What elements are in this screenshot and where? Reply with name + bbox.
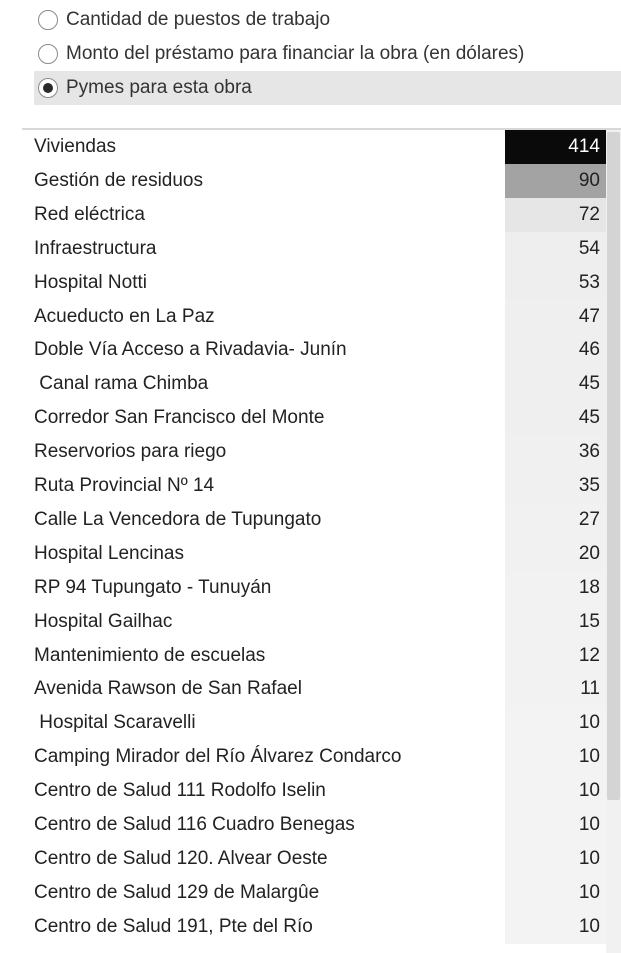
row-value: 47 bbox=[505, 300, 606, 334]
row-label: RP 94 Tupungato - Tunuyán bbox=[34, 576, 272, 598]
table-row[interactable] bbox=[0, 910, 621, 944]
row-label: Ruta Provincial Nº 14 bbox=[34, 475, 215, 496]
row-label: Calle La Vencedora de Tupungato bbox=[34, 508, 322, 530]
row-label: Gestión de residuos bbox=[34, 169, 203, 191]
row-label: Canal rama Chimba bbox=[34, 373, 209, 395]
row-value: 10 bbox=[505, 842, 606, 876]
table-row[interactable] bbox=[0, 503, 621, 537]
row-label: Viviendas bbox=[34, 136, 117, 157]
row-label: Avenida Rawson de San Rafael bbox=[34, 678, 302, 700]
row-value: 90 bbox=[505, 164, 606, 198]
row-value: 35 bbox=[505, 469, 606, 503]
measure-option-label: Pymes para esta obra bbox=[66, 77, 252, 98]
radio-dot-icon bbox=[43, 83, 53, 93]
row-label: Mantenimiento de escuelas bbox=[34, 644, 266, 666]
row-label: Hospital Lencinas bbox=[34, 542, 184, 564]
row-label: Infraestructura bbox=[34, 237, 157, 259]
row-value: 414 bbox=[505, 130, 606, 164]
row-label: Doble Vía Acceso a Rivadavia- Junín bbox=[34, 339, 347, 361]
table-row[interactable] bbox=[0, 571, 621, 605]
table-row[interactable] bbox=[0, 706, 621, 740]
row-value: 15 bbox=[505, 605, 606, 639]
row-value: 72 bbox=[505, 198, 606, 232]
table-row[interactable] bbox=[0, 435, 621, 469]
table-row[interactable] bbox=[0, 469, 621, 503]
row-label: Hospital Gailhac bbox=[34, 610, 173, 632]
table-row[interactable] bbox=[0, 774, 621, 808]
table-row[interactable] bbox=[0, 232, 621, 266]
radio-empty-icon[interactable] bbox=[38, 44, 58, 64]
row-value: 45 bbox=[505, 401, 606, 435]
row-label: Centro de Salud 111 Rodolfo Iselin bbox=[34, 780, 326, 802]
table-row[interactable] bbox=[0, 672, 621, 706]
row-label: Centro de Salud 120. Alvear Oeste bbox=[34, 847, 328, 869]
row-value: 54 bbox=[505, 232, 606, 266]
table-row[interactable] bbox=[0, 130, 621, 164]
row-label: Centro de Salud 191, Pte del Río bbox=[34, 915, 313, 937]
row-label: Centro de Salud 116 Cuadro Benegas bbox=[34, 814, 355, 835]
measure-option-2[interactable] bbox=[34, 71, 621, 105]
table-row[interactable] bbox=[0, 639, 621, 673]
scrollbar-thumb[interactable] bbox=[607, 132, 620, 800]
measure-option-1[interactable] bbox=[34, 37, 621, 71]
table-row[interactable] bbox=[0, 740, 621, 774]
row-value: 20 bbox=[505, 537, 606, 571]
row-value: 45 bbox=[505, 367, 606, 401]
row-value: 53 bbox=[505, 266, 606, 300]
table-row[interactable] bbox=[0, 605, 621, 639]
row-value: 27 bbox=[505, 503, 606, 537]
table-row[interactable] bbox=[0, 164, 621, 198]
table-row[interactable] bbox=[0, 808, 621, 842]
row-label: Centro de Salud 129 de Malargûe bbox=[34, 881, 320, 903]
row-label: Red eléctrica bbox=[34, 203, 145, 225]
table-row[interactable] bbox=[0, 842, 621, 876]
row-label: Reservorios para riego bbox=[34, 441, 227, 463]
row-value: 11 bbox=[505, 672, 606, 706]
row-label: Corredor San Francisco del Monte bbox=[34, 407, 325, 429]
row-value: 10 bbox=[505, 808, 606, 842]
measure-option-0[interactable] bbox=[34, 3, 621, 37]
table-row[interactable] bbox=[0, 333, 621, 367]
row-label: Hospital Scaravelli bbox=[34, 712, 196, 734]
table-row[interactable] bbox=[0, 876, 621, 910]
row-value: 10 bbox=[505, 740, 606, 774]
table-row[interactable] bbox=[0, 266, 621, 300]
row-value: 10 bbox=[505, 910, 606, 944]
measure-option-label: Cantidad de puestos de trabajo bbox=[66, 9, 331, 30]
table-row[interactable] bbox=[0, 401, 621, 435]
table-row[interactable] bbox=[0, 367, 621, 401]
row-label: Hospital Notti bbox=[34, 271, 147, 293]
row-value: 46 bbox=[505, 333, 606, 367]
measure-option-label: Monto del préstamo para financiar la obra (en dólares) bbox=[66, 43, 525, 64]
row-value: 12 bbox=[505, 639, 606, 673]
radio-empty-icon[interactable] bbox=[38, 10, 58, 30]
row-label: Acueducto en La Paz bbox=[34, 305, 215, 327]
row-value: 10 bbox=[505, 774, 606, 808]
table-row[interactable] bbox=[0, 198, 621, 232]
row-value: 10 bbox=[505, 706, 606, 740]
row-label: Camping Mirador del Río Álvarez Condarco bbox=[34, 746, 402, 768]
row-value: 36 bbox=[505, 435, 606, 469]
radio-selected-icon[interactable] bbox=[38, 78, 58, 98]
row-value: 18 bbox=[505, 571, 606, 605]
table-row[interactable] bbox=[0, 300, 621, 334]
row-value: 10 bbox=[505, 876, 606, 910]
table-row[interactable] bbox=[0, 537, 621, 571]
